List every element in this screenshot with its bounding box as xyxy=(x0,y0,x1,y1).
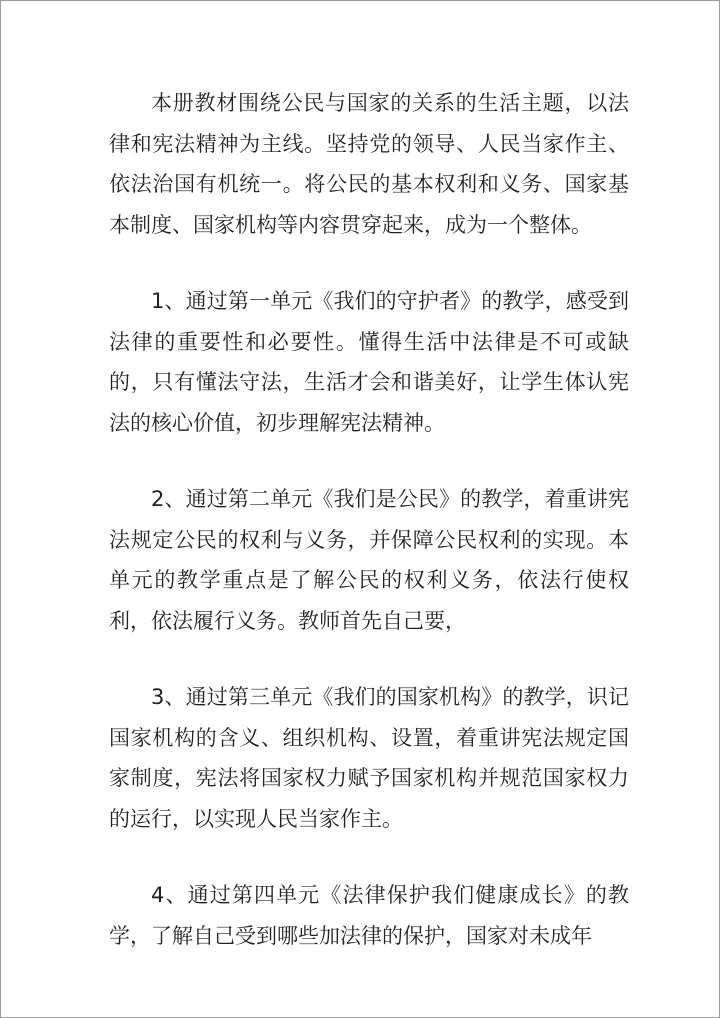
intro-paragraph: 本册教材围绕公民与国家的关系的生活主题，以法律和宪法精神为主线。坚持党的领导、人民当家作主、依法治国有机统一。将公民的基本权利和义务、国家基本制度、国家机构等内容贯穿起来，成为一个整体。 xyxy=(109,91,629,237)
unit-3-paragraph: 3、通过第三单元《我们的国家机构》的教学，识记国家机构的含义、组织机构、设置，着重讲宪法规定国家制度，宪法将国家权力赋予国家机构并规范国家权力的运行，以实现人民当家作主。 xyxy=(109,685,629,831)
unit-2-paragraph: 2、通过第二单元《我们是公民》的教学，着重讲宪法规定公民的权利与义务，并保障公民权利的实现。本单元的教学重点是了解公民的权利义务，依法行使权利，依法履行义务。教师首先自己要， xyxy=(109,487,629,633)
unit-4-paragraph: 4、通过第四单元《法律保护我们健康成长》的教学，了解自己受到哪些加法律的保护，国家对未成年 xyxy=(109,883,629,948)
document-body xyxy=(109,83,629,992)
unit-1-paragraph: 1、通过第一单元《我们的守护者》的教学，感受到法律的重要性和必要性。懂得生活中法律是不可或缺的，只有懂法守法，生活才会和谐美好，让学生体认宪法的核心价值，初步理解宪法精神。 xyxy=(109,289,629,435)
